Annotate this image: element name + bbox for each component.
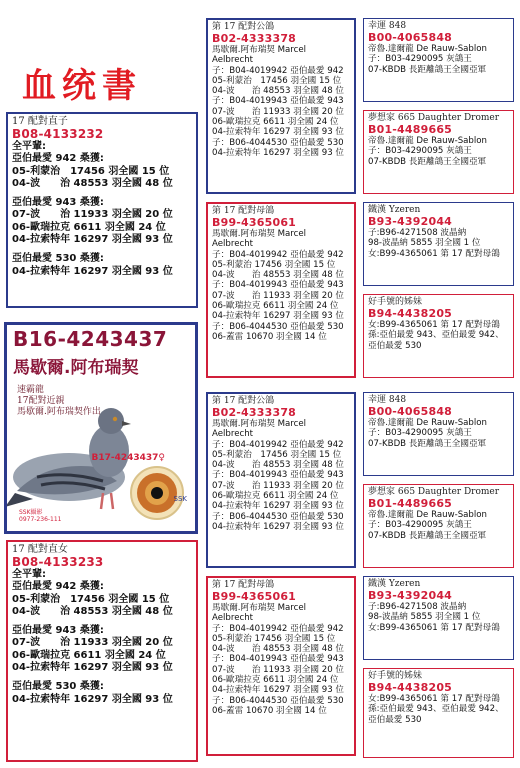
ring-number: B08-4133232 [12, 127, 104, 141]
text-line: 06-歐瑞拉克 6611 羽全國 24 位 [212, 675, 339, 686]
text-line: Aelbrecht [212, 55, 254, 66]
text-line: 04-拉索特年 16297 羽全國 93 位 [12, 662, 173, 674]
text-line: 06-蓋雷 10670 羽全國 14 位 [212, 705, 327, 716]
great-grandparent-card-2 [363, 110, 514, 194]
dam-card [6, 540, 198, 762]
granddam-card-2 [206, 576, 356, 756]
text-line: 子：B04-4019943 亞伯最愛 943 [212, 654, 344, 665]
text-line: Aelbrecht [212, 239, 254, 250]
text-line: 子：B03-4290095 灰鴿王 [368, 54, 472, 65]
text-line: 馬歇爾.阿布瑞契 Marcel [212, 419, 307, 429]
text-line: 全平輩: [12, 569, 46, 580]
text-line: 05-利蒙治 17456 羽全國 15 位 [12, 165, 170, 177]
text-line: 07-波 治 11933 羽全國 20 位 [12, 637, 173, 649]
text-line: 04-波 治 48553 羽全國 48 位 [12, 605, 173, 617]
caption-line: 17配對近親 [17, 396, 65, 406]
text-line: 女:B99-4365061 第 17 配對母鴿 [368, 694, 500, 704]
card-label: 17 配對直子 [12, 116, 68, 127]
text-line: 全平輩: [12, 141, 46, 152]
text-line: 04-拉索特年 16297 羽全國 93 位 [212, 147, 344, 158]
text-line: 帝魯.達爾龍 De Rauw-Sablon [368, 418, 487, 428]
text-line: 07-KBDB 長距離鴿王全國亞軍 [368, 156, 487, 167]
text-line: 女:B99-4365061 第 17 配對母鴿 [368, 622, 500, 633]
text-line: 05-利蒙治 17456 羽全國 15 位 [212, 75, 342, 86]
text-line: 07-波 治 11933 羽全國 20 位 [212, 290, 344, 301]
subject-photo-card [4, 322, 198, 534]
credit-line: 0977-236-111 [19, 516, 62, 523]
text-line: 孫:亞伯最愛 943、亞伯最愛 942、 [368, 330, 504, 341]
text-line: 亞伯最愛 530 桑獲: [12, 253, 104, 265]
text-line: 孫:亞伯最愛 943、亞伯最愛 942、 [368, 704, 504, 715]
ring-number: B00-4065848 [368, 31, 453, 44]
great-grandparent-card-7 [363, 576, 514, 660]
ring-number: B99-4365061 [212, 216, 297, 229]
ring-number: B93-4392044 [368, 215, 453, 228]
text-line: 05-利蒙治 17456 羽全國 15 位 [212, 633, 336, 644]
text-line: 04-拉索特年 16297 羽全國 93 位 [12, 693, 173, 705]
text-line: 06-歐瑞拉克 6611 羽全國 24 位 [212, 117, 339, 128]
card-label: 夢想家 665 Daughter Dromer [368, 487, 500, 497]
card-label: 第 17 配對母鴿 [212, 206, 275, 216]
text-line: 亞伯最愛 530 桑獲: [12, 681, 104, 693]
card-label: 夢想家 665 Daughter Dromer [368, 113, 500, 123]
text-line: 07-波 治 11933 羽全國 20 位 [12, 209, 173, 221]
text-line: 06-歐瑞拉克 6611 羽全國 24 位 [12, 221, 166, 233]
card-label: 第 17 配對公鴿 [212, 22, 275, 32]
text-line: 子:B96-4271508 波晶納 [368, 602, 467, 612]
ring-number: B01-4489665 [368, 123, 453, 136]
text-line: 女:B99-4365061 第 17 配對母鴿 [368, 320, 500, 330]
text-line: 04-拉索特年 16297 羽全國 93 位 [12, 234, 173, 246]
card-label: 鐵漢 Yzeren [368, 579, 421, 589]
text-line: 07-波 治 11933 羽全國 20 位 [212, 664, 344, 675]
great-grandparent-card-6 [363, 484, 514, 568]
text-line: 07-波 治 11933 羽全國 20 位 [212, 106, 344, 117]
card-label: 好手號的姊妹 [368, 297, 423, 307]
text-line: 05-利蒙治 17456 羽全國 15 位 [212, 449, 342, 460]
text-line: 帝魯.達爾龍 De Rauw-Sablon [368, 136, 487, 146]
ring-number: B00-4065848 [368, 405, 453, 418]
ring-number: B94-4438205 [368, 307, 453, 320]
text-line: 04-拉索特年 16297 羽全國 93 位 [212, 521, 344, 532]
ring-number: B94-4438205 [368, 681, 453, 694]
text-line: 04-波 治 48553 羽全國 48 位 [212, 86, 344, 97]
text-line: 07-波 治 11933 羽全國 20 位 [212, 480, 344, 491]
text-line: 06-歐瑞拉克 6611 羽全國 24 位 [212, 301, 339, 312]
text-line: 06-歐瑞拉克 6611 羽全國 24 位 [212, 491, 339, 502]
text-line: 亞伯最愛 942 桑獲: [12, 581, 104, 593]
text-line: 子：B06-4044530 亞伯最愛 530 [212, 695, 344, 706]
text-line: 子：B03-4290095 灰鴿王 [368, 146, 472, 157]
text-line: 馬歇爾.阿布瑞契 Marcel [212, 603, 307, 613]
text-line: 04-拉索特年 16297 羽全國 93 位 [212, 311, 344, 322]
text-line: 子：B06-4044530 亞伯最愛 530 [212, 511, 344, 522]
great-grandparent-card-5 [363, 392, 514, 476]
text-line: 04-拉索特年 16297 羽全國 93 位 [212, 127, 344, 138]
grandsire-card-1 [206, 18, 356, 194]
text-line: 04-拉索特年 16297 羽全國 93 位 [212, 685, 344, 696]
text-line: 06-歐瑞拉克 6611 羽全國 24 位 [12, 649, 166, 661]
text-line: 06-蓋雷 10670 羽全國 14 位 [212, 331, 327, 342]
card-label: 幸運 848 [368, 21, 407, 31]
card-label: 鐵漢 Yzeren [368, 205, 421, 215]
card-label: 17 配對直女 [12, 544, 68, 555]
caption-line: 馬歇爾.阿布瑞契作出 [17, 407, 101, 417]
text-line: 子：B04-4019943 亞伯最愛 943 [212, 470, 344, 481]
text-line: 98-波晶納 5855 羽全國 1 位 [368, 612, 481, 623]
ring-number: B08-4133233 [12, 555, 104, 569]
ring-number: B02-4333378 [212, 32, 297, 45]
text-line: 子：B06-4044530 亞伯最愛 530 [212, 321, 344, 332]
great-grandparent-card-8 [363, 668, 514, 758]
card-label: 好手號的姊妹 [368, 671, 423, 681]
text-line: 子：B03-4290095 灰鴿王 [368, 520, 472, 531]
ring-number: B99-4365061 [212, 590, 297, 603]
text-line: 子：B04-4019942 亞伯最愛 942 [212, 623, 344, 634]
text-line: 07-KBDB 長距離鴿王全國亞軍 [368, 530, 487, 541]
text-line: 子：B06-4044530 亞伯最愛 530 [212, 137, 344, 148]
text-line: 04-波 治 48553 羽全國 48 位 [12, 177, 173, 189]
card-label: 幸運 848 [368, 395, 407, 405]
text-line: 亞伯最愛 942 桑獲: [12, 153, 104, 165]
great-grandparent-card-4 [363, 294, 514, 378]
ring-number: B02-4333378 [212, 406, 297, 419]
granddam-card-1 [206, 202, 356, 378]
sire-card [6, 112, 198, 308]
text-line: Aelbrecht [212, 429, 254, 440]
text-line: 04-拉索特年 16297 羽全國 93 位 [12, 265, 173, 277]
text-line: 亞伯最愛 943 桑獲: [12, 625, 104, 637]
photo-ring-label: B17-4243437♀ [91, 453, 165, 463]
card-label: 第 17 配對公鴿 [212, 396, 275, 406]
text-line: 04-波 治 48553 羽全國 48 位 [212, 460, 344, 471]
text-line: 07-KBDB 長距離鴿王全國亞軍 [368, 438, 487, 449]
text-line: 04-波 治 48553 羽全國 48 位 [212, 270, 344, 281]
text-line: 子：B04-4019943 亞伯最愛 943 [212, 280, 344, 291]
ring-number: B93-4392044 [368, 589, 453, 602]
card-label: 第 17 配對母鴿 [212, 580, 275, 590]
text-line: 子：B04-4019942 亞伯最愛 942 [212, 439, 344, 450]
text-line: 帝魯.達爾龍 De Rauw-Sablon [368, 44, 487, 54]
text-line: 亞伯最愛 530 [368, 340, 422, 351]
text-line: 04-拉索特年 16297 羽全國 93 位 [212, 501, 344, 512]
text-line: 女:B99-4365061 第 17 配對母鴿 [368, 248, 500, 259]
text-line: 馬歇爾.阿布瑞契 Marcel [212, 45, 307, 55]
text-line: 子：B04-4019942 亞伯最愛 942 [212, 249, 344, 260]
text-line: 亞伯最愛 530 [368, 714, 422, 725]
text-line: 子：B04-4019942 亞伯最愛 942 [212, 65, 344, 76]
text-line: 馬歇爾.阿布瑞契 Marcel [212, 229, 307, 239]
text-line: 05-利蒙治 17456 羽全國 15 位 [12, 593, 170, 605]
photo-credit [19, 509, 62, 523]
text-line: Aelbrecht [212, 613, 254, 624]
text-line: 07-KBDB 長距離鴿王全國亞軍 [368, 64, 487, 75]
great-grandparent-card-3 [363, 202, 514, 286]
photo-watermark: SSK [173, 495, 187, 503]
grandsire-card-2 [206, 392, 356, 568]
text-line: 子:B96-4271508 波晶納 [368, 228, 467, 238]
text-line: 04-波 治 48553 羽全國 48 位 [212, 644, 344, 655]
text-line: 亞伯最愛 943 桑獲: [12, 197, 104, 209]
text-line: 子：B04-4019943 亞伯最愛 943 [212, 96, 344, 107]
ring-number: B01-4489665 [368, 497, 453, 510]
text-line: 帝魯.達爾龍 De Rauw-Sablon [368, 510, 487, 520]
text-line: 05-利蒙治 17456 羽全國 15 位 [212, 259, 336, 270]
subject-name: 馬歇爾.阿布瑞契 [13, 358, 139, 378]
great-grandparent-card-1 [363, 18, 514, 102]
pedigree-title: 血统書 [22, 66, 142, 106]
subject-ring: B16-4243437 [13, 327, 168, 351]
caption-line: 速霸龍 [17, 385, 45, 395]
credit-line: SSK攝影 [19, 509, 43, 516]
text-line: 98-波晶納 5855 羽全國 1 位 [368, 238, 481, 249]
text-line: 子：B03-4290095 灰鴿王 [368, 428, 472, 439]
